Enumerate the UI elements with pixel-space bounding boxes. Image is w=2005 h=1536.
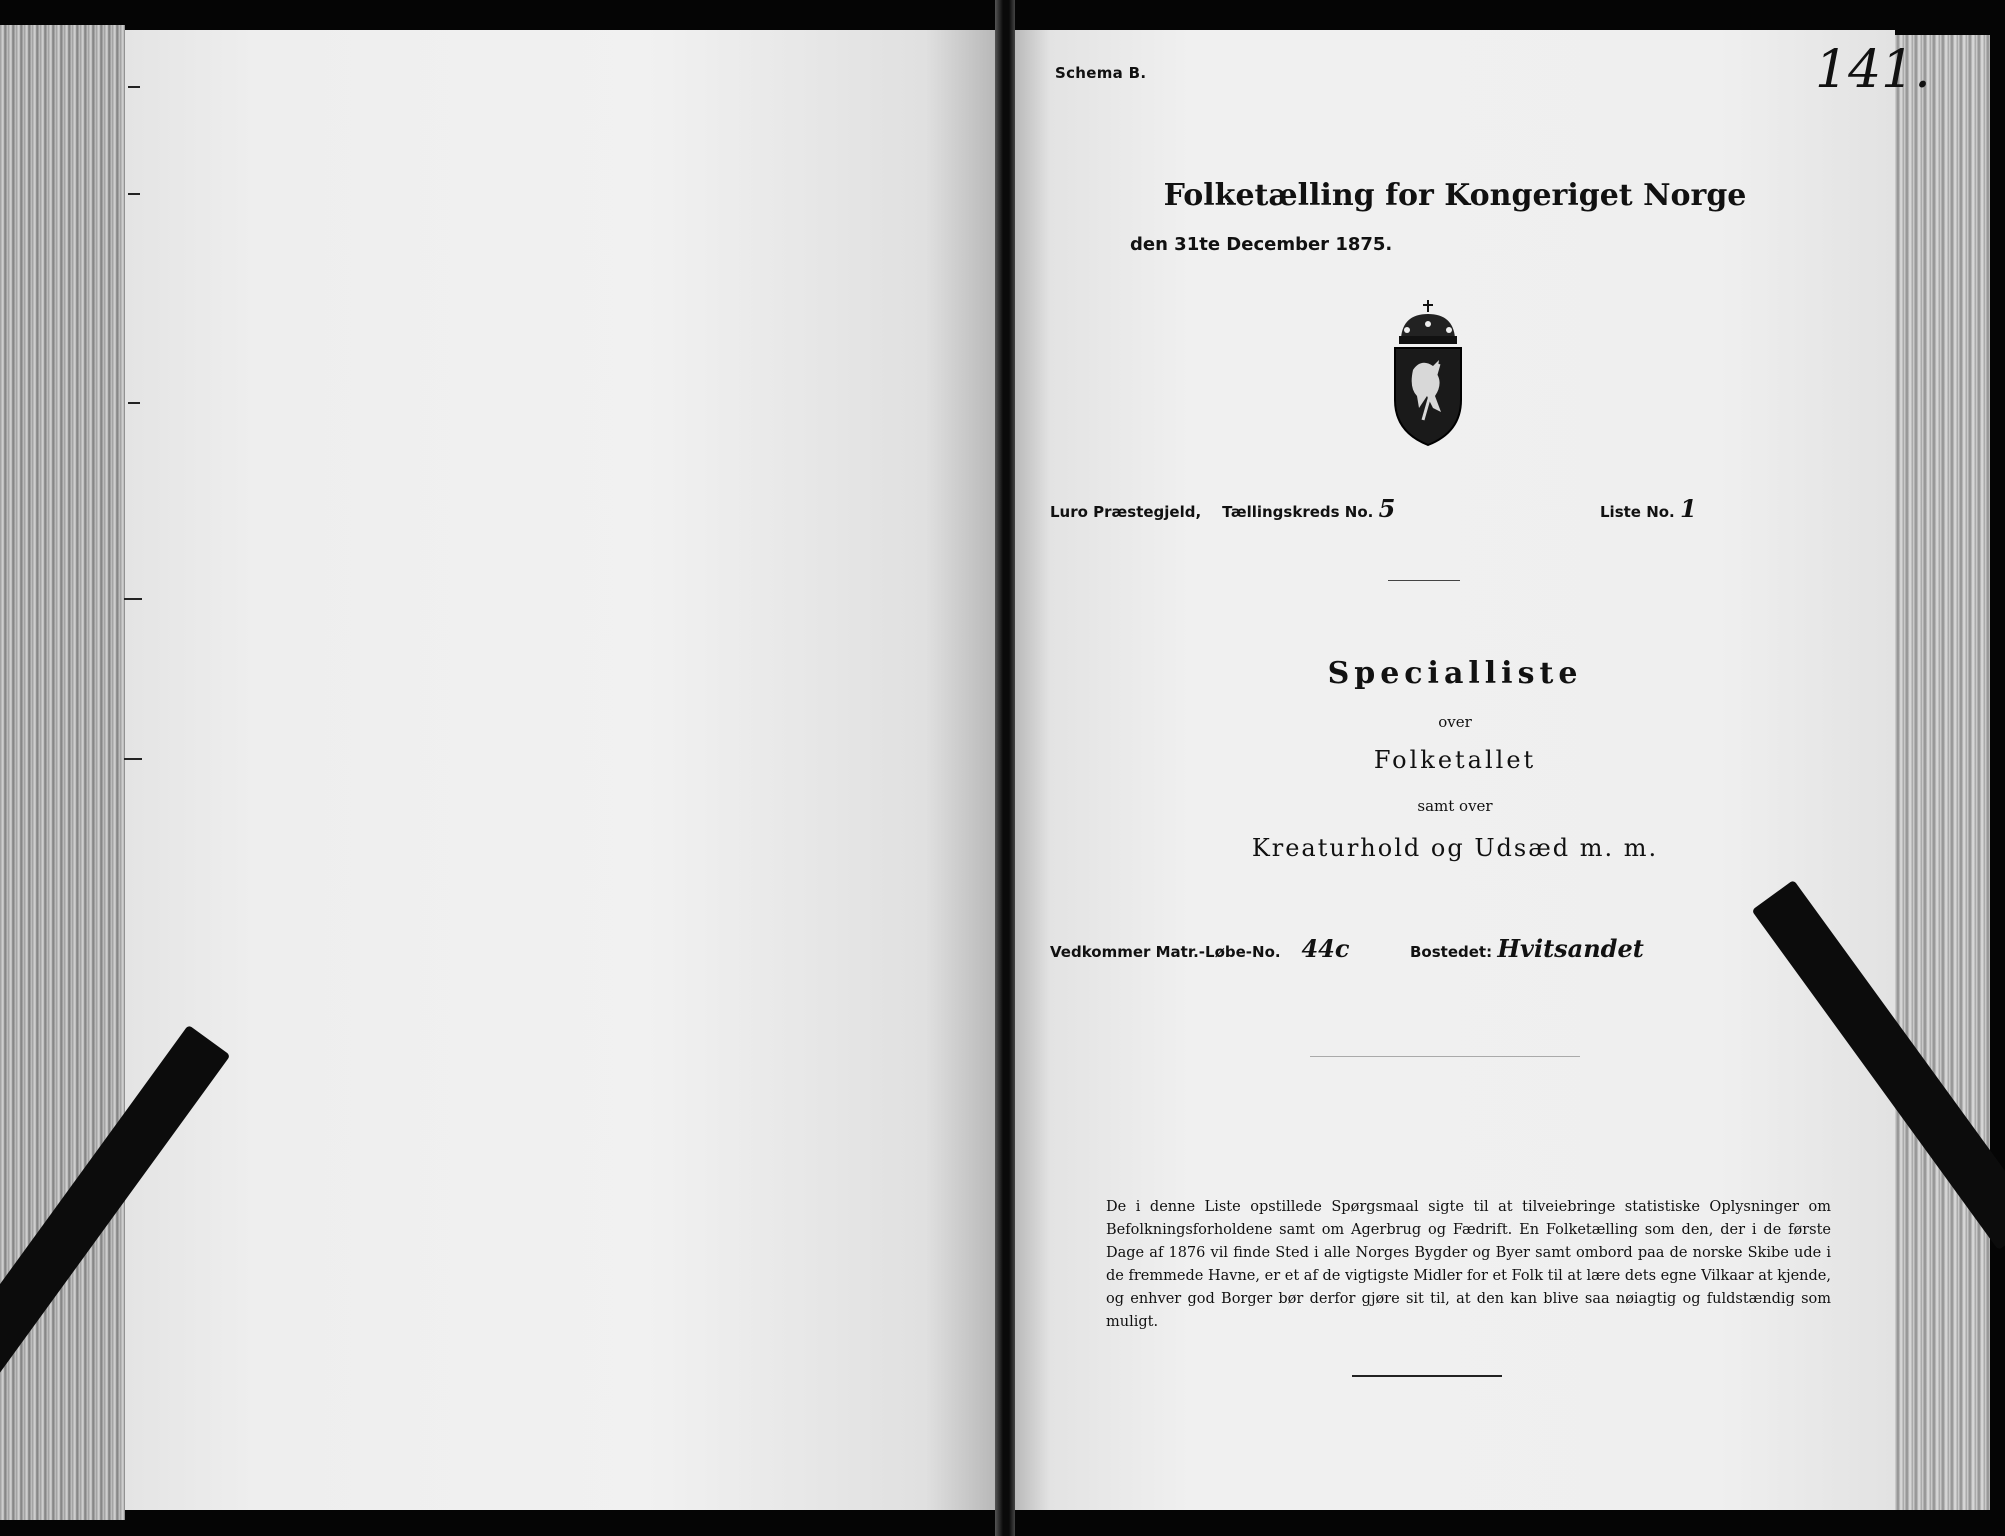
margin-tick: [128, 193, 140, 195]
matr-value: 44c: [1301, 934, 1350, 963]
parish-row: [1050, 494, 1395, 523]
district-label: Tællingskreds No.: [1222, 503, 1374, 521]
bosted-row: [1410, 934, 1644, 963]
list-row: [1600, 494, 1697, 523]
norwegian-coat-of-arms-icon: [1383, 300, 1473, 450]
right-page-edges: [1895, 35, 1990, 1510]
bosted-value: Hvitsandet: [1497, 934, 1644, 963]
margin-tick: [124, 758, 142, 760]
bosted-label: Bostedet:: [1410, 943, 1493, 961]
title-block: [1015, 178, 1895, 213]
notice-text: De i denne Liste opstillede Spørgsmaal sigte til at tilveiebringe statistiske Oplysninger om Befolkningsforholdene samt om Agerbrug og Fædrift. En Folketælling som den, der i de første Dage af 1876 vil finde Sted i alle Norges Bygder og Byer samt ombord paa de norske Skibe ude i de fremmede Havne, er et af de vigtigste Midler for et Folk til at lære dets egne Vilkaar at kjende, og enhver god Borger bør derfor gjøre sit til, at den kan blive saa nøiagtig og fuldstændig som muligt.: [1106, 1199, 1831, 1330]
census-title: Folketælling for Kongeriget Norge: [1163, 178, 1747, 213]
margin-tick: [128, 402, 140, 404]
matr-row: [1050, 934, 1350, 963]
samt-over-text: samt over: [1417, 797, 1493, 815]
census-date: den 31te December 1875.: [1130, 234, 1393, 255]
closing-rule: [1352, 1375, 1502, 1377]
parish-label: Luro Præstegjeld,: [1050, 503, 1202, 521]
short-rule: [1388, 580, 1460, 581]
left-page: [125, 30, 995, 1510]
margin-tick: [124, 598, 142, 600]
kreaturhold-text: Kreaturhold og Udsæd m. m.: [1251, 834, 1659, 862]
schema-label: Schema B.: [1055, 64, 1147, 82]
margin-tick: [128, 86, 140, 88]
list-label: Liste No.: [1600, 503, 1675, 521]
folketallet-text: Folketallet: [1373, 746, 1537, 774]
book-spine: [995, 0, 1015, 1536]
over-text-1: over: [1438, 713, 1472, 731]
faint-rule: [1310, 1056, 1580, 1057]
page-number: 141.: [1815, 40, 1931, 100]
list-value: 1: [1680, 494, 1697, 523]
district-value: 5: [1378, 494, 1396, 523]
special-list-title: Specialliste: [1327, 656, 1583, 691]
census-notice: [1106, 1196, 1831, 1334]
matr-label: Vedkommer Matr.-Løbe-No.: [1050, 943, 1281, 961]
